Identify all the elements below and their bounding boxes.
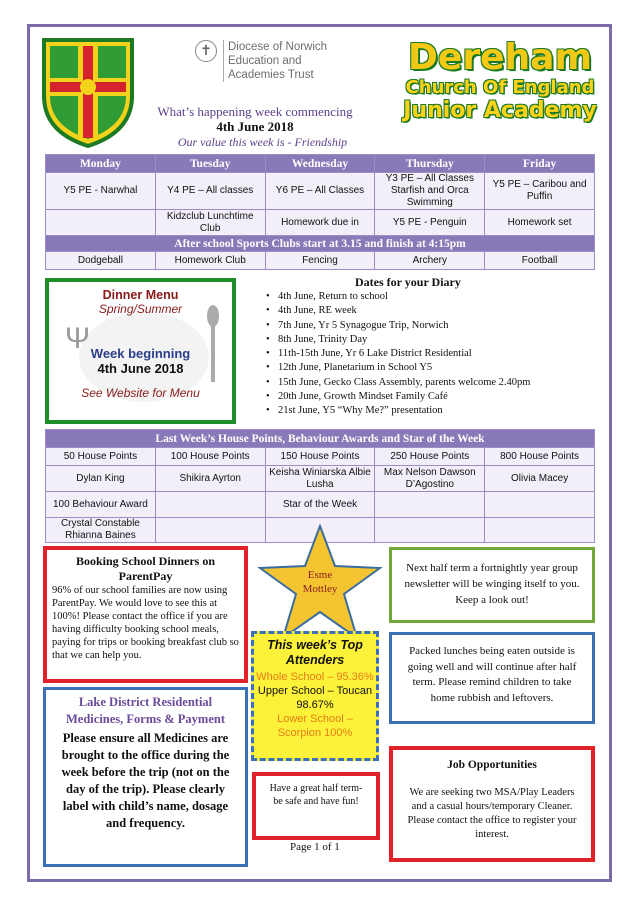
club-cell: Fencing xyxy=(265,252,375,270)
day-header: Wednesday xyxy=(265,155,375,173)
diary-item: • 15th June, Gecko Class Assembly, parents welcome 2.40pm xyxy=(262,376,612,390)
top-attenders-box xyxy=(251,631,379,761)
points-cell: Keisha Winiarska Albie Lusha xyxy=(265,466,375,492)
diary-item: • 8th June, Trinity Day xyxy=(262,333,612,347)
dinner-week-date: 4th June 2018 xyxy=(97,361,184,376)
jobs-title: Job Opportunities xyxy=(447,759,537,771)
school-name-line: Church Of England xyxy=(405,77,595,98)
points-cell: Max Nelson Dawson D’Agostino xyxy=(375,466,485,492)
school-crest xyxy=(40,36,136,148)
lake-district-box xyxy=(43,687,248,867)
newsletter-box: Next half term a fortnightly year group newsletter will be winging itself to you. Keep a look out! xyxy=(389,547,595,623)
school-name-line: Dereham xyxy=(408,37,592,78)
points-cell: Crystal Constable Rhianna Baines xyxy=(46,518,156,543)
timetable-cell: Y3 PE – All Classes Starfish and Orca Swimming xyxy=(375,173,485,210)
points-cell: Dylan King xyxy=(46,466,156,492)
cross-icon: ✝ xyxy=(195,40,217,62)
parentpay-title: Booking School Dinners on ParentPay xyxy=(75,554,216,583)
school-name-logo xyxy=(402,37,598,140)
diary-item: • 21st June, Y5 “Why Me?” presentation xyxy=(262,404,612,418)
diocese-line: Academies Trust xyxy=(228,69,314,81)
diocese-line: Diocese of Norwich xyxy=(228,41,328,53)
diary-list xyxy=(262,290,612,419)
timetable-cell: Homework set xyxy=(485,210,595,236)
day-header: Friday xyxy=(485,155,595,173)
lake-district-title: Lake District Residential Medicines, Forms & Payment xyxy=(66,695,225,726)
points-header: 250 House Points xyxy=(375,448,485,466)
points-header: 800 House Points xyxy=(485,448,595,466)
week-commencing: What’s happening week commencing xyxy=(157,104,353,119)
club-cell: Dodgeball xyxy=(46,252,156,270)
dinner-menu-box xyxy=(45,278,236,424)
diary-item: • 11th-15th June, Yr 6 Lake District Residential xyxy=(262,347,612,361)
points-cell: Olivia Macey xyxy=(485,466,595,492)
packed-lunches-box: Packed lunches being eaten outside is going well and will continue after half term. Please remind children to take home rubbish and leftovers. xyxy=(389,632,595,724)
points-cell xyxy=(375,518,485,543)
points-cell: Shikira Ayrton xyxy=(155,466,265,492)
club-cell: Archery xyxy=(375,252,485,270)
diary-item: • 4th June, Return to school xyxy=(262,290,612,304)
attenders-upper: Upper School – Toucan 98.67% xyxy=(257,685,373,711)
dinner-website-link: See Website for Menu xyxy=(81,386,200,400)
club-cell: Homework Club xyxy=(155,252,265,270)
timetable-cell: Homework due in xyxy=(265,210,375,236)
diary-item: • 7th June, Yr 5 Synagogue Trip, Norwich xyxy=(262,319,612,333)
fork-icon: Ψ xyxy=(65,322,91,355)
lake-district-body: Please ensure all Medicines are brought to the office during the week before the trip (not on the day of the trip). Please clearly label with child’s name, dosage and frequency. xyxy=(61,731,230,830)
attenders-title: This week’s Top Attenders xyxy=(267,638,363,667)
points-cell xyxy=(155,492,265,518)
school-name-line: Junior Academy xyxy=(403,98,597,123)
points-cell xyxy=(485,492,595,518)
attenders-lower: Lower School – Scorpion 100% xyxy=(277,713,353,739)
parentpay-body: 96% of our school families are now using ParentPay. We would love to see this at 100%! Please contact the office if you are having difficulty booking school meals, paying for trips or booking breakfast club so that we can help you. xyxy=(52,585,239,661)
points-cell xyxy=(155,518,265,543)
points-cell: 100 Behaviour Award xyxy=(46,492,156,518)
timetable-cell: Y4 PE – All classes xyxy=(155,173,265,210)
timetable-cell: Y6 PE – All Classes xyxy=(265,173,375,210)
timetable-cell xyxy=(46,210,156,236)
points-cell: Star of the Week xyxy=(265,492,375,518)
points-banner: Last Week’s House Points, Behaviour Awards and Star of the Week xyxy=(46,430,595,448)
diocese-line: Education and xyxy=(228,55,302,67)
half-term-box: Have a great half term- be safe and have fun! xyxy=(252,772,380,840)
diocese-logo xyxy=(195,40,355,86)
week-date: 4th June 2018 xyxy=(216,119,294,134)
diary-item: • 12th June, Planetarium in School Y5 xyxy=(262,361,612,375)
dinner-title: Dinner Menu xyxy=(102,288,179,302)
day-header: Thursday xyxy=(375,155,485,173)
parentpay-box xyxy=(43,546,248,683)
club-cell: Football xyxy=(485,252,595,270)
diary-title: Dates for your Diary xyxy=(355,275,461,289)
week-timetable xyxy=(45,154,595,270)
diary-item: • 4th June, RE week xyxy=(262,304,612,318)
points-header: 150 House Points xyxy=(265,448,375,466)
job-opportunities-box xyxy=(389,746,595,862)
points-header: 100 House Points xyxy=(155,448,265,466)
timetable-cell: Y5 PE - Penguin xyxy=(375,210,485,236)
day-header: Monday xyxy=(46,155,156,173)
jobs-body: We are seeking two MSA/Play Leaders and a casual hours/temporary Cleaner. Please contact the office to register your interest. xyxy=(407,787,577,840)
diary-item: • 20th June, Growth Mindset Family Café xyxy=(262,390,612,404)
dinner-week-label: Week beginning xyxy=(90,346,191,361)
value-of-week: Our value this week is - Friendship xyxy=(177,135,348,149)
star-of-week-icon xyxy=(256,524,384,642)
star-name: Esme Mottley xyxy=(302,569,338,595)
clubs-banner: After school Sports Clubs start at 3.15 and finish at 4:15pm xyxy=(46,236,595,252)
points-cell xyxy=(485,518,595,543)
timetable-cell: Y5 PE - Narwhal xyxy=(46,173,156,210)
page-number: Page 1 of 1 xyxy=(290,841,340,853)
timetable-cell: Y5 PE – Caribou and Puffin xyxy=(485,173,595,210)
dinner-season: Spring/Summer xyxy=(98,302,183,316)
attenders-whole: Whole School – 95.36% xyxy=(256,671,374,683)
timetable-cell: Kidzclub Lunchtime Club xyxy=(155,210,265,236)
day-header: Tuesday xyxy=(155,155,265,173)
points-header: 50 House Points xyxy=(46,448,156,466)
points-cell xyxy=(375,492,485,518)
